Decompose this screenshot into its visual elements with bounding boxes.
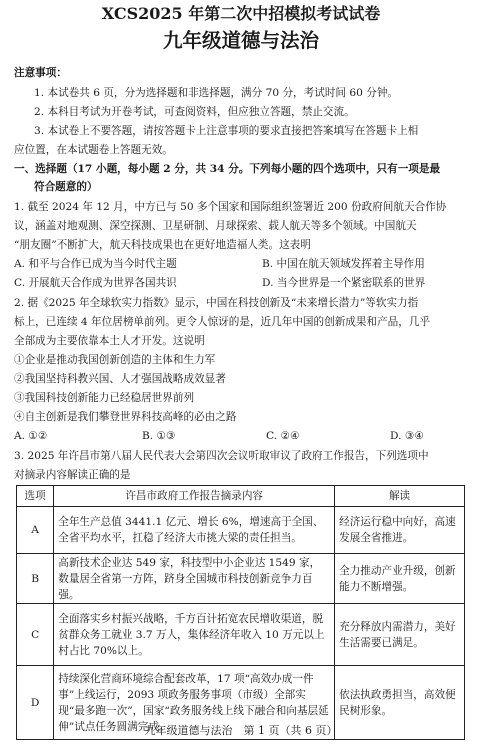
exam-title: XCS2025 年第二次中招模拟考试试卷 [101,4,381,23]
question-3-text: 对摘录内容解读正确的是 [14,469,131,481]
question-2-statement: ④自主创新是我们攀登世界科技高峰的必由之路 [14,411,237,423]
row-explain: 经济运行稳中向好，高速发展全省推进。 [335,507,465,554]
question-3-text: 3. 2025 年许昌市第八届人民代表大会第四次会议听取审议了政府工作报告，下列选项中 [14,450,429,462]
question-2-option-d: D. ③④ [390,430,424,442]
table-row [17,507,465,554]
question-1-text: 1. 截至 2024 年 12 月，中方已与 50 多个国家和国际组织签署近 200 份政府间航天合作协 [14,201,447,213]
section-heading: 一、选择题（17 小题，每小题 2 分，共 34 分。下列每小题的四个选项中，只有一项是最 [14,163,441,175]
row-letter: B [17,554,54,604]
table-header-content: 许昌市政府工作报告摘录内容 [54,486,335,507]
row-explain: 全力推动产业升级，创新能力不断增强。 [335,554,465,604]
row-content: 高新技术企业达 549 家，科技型中小企业达 1549 家，数量居全省第一方阵，跻身全国城市科技创新竞争力百强。 [54,554,335,604]
question-1-option-b: B. 中国在航天领域发挥着主导作用 [262,258,425,270]
table-header-option: 选项 [17,486,54,507]
question-1-text: 议，涵盖对地观测、深空探测、卫星研制、月球探索、载人航天等多个领域。中国航天 [14,220,417,232]
section-heading-cont: 符合题意的） [34,181,98,193]
row-letter: D [17,666,54,740]
question-3-table [16,485,465,740]
question-1-option-c: C. 开展航天合作成为世界各国共识 [14,277,177,289]
notice-item: 2. 本科目考试为开卷考试，可查阅资料，但应独立答题，禁止交流。 [34,106,355,118]
question-2-option-c: C. ②④ [266,430,300,442]
row-content: 全年生产总值 3441.1 亿元、增长 6%，增速高于全国、全省平均水平，扛稳了经济大市挑大梁的责任担当。 [54,507,335,554]
notice-item: 1. 本试卷共 6 页，分为选择题和非选择题，满分 70 分，考试时间 60 分钟。 [34,87,399,99]
question-2-option-b: B. ①③ [142,430,176,442]
table-row [17,604,465,666]
question-2-text: 2. 据《2025 年全球软实力指数》显示，中国在科技创新及“未来增长潜力”等软实力指 [14,297,419,309]
row-content: 全面落实乡村振兴战略，千方百计拓宽农民增收渠道，脱贫群众务工就业 3.7 万人，集体经济年收入 10 万元以上村占比 70%以上。 [54,604,335,666]
notice-heading: 注意事项： [14,67,67,79]
row-explain: 充分释放内需潜力，美好生活需要已满足。 [335,604,465,666]
notice-item: 3. 本试卷上不要答题，请按答题卡上注意事项的要求直接把答案填写在答题卡上相 [34,125,419,137]
question-2-text: 标上，已连续 4 年位居榜单前列。更令人惊讶的是，近几年中国的创新成果和产品，几乎 [14,316,431,328]
question-1-option-d: D. 当今世界是一个紧密联系的世界 [262,277,426,289]
row-letter: C [17,604,54,666]
question-2-statement: ②我国坚持科教兴国、人才强国战略成效显著 [14,373,226,385]
table-header-explain: 解读 [335,486,465,507]
question-2-text: 全部成为主要依靠本土人才开发。这说明 [14,335,205,347]
row-explain: 依法执政勇担当，高效便民树形象。 [335,666,465,740]
page-footer: 九年级道德与法治 第 1 页（共 6 页） [144,724,338,737]
question-2-statement: ③我国科技创新能力已经稳居世界前列 [14,392,195,404]
table-header-row [17,486,465,507]
row-content: 持续深化营商环境综合配套改革，17 项“高效办成一件事”上线运行，2093 项政务服务事项（市级）全部实现“最多跑一次”，国家“政务服务线上线下融合和向基层延伸”试点任务圆满完成。 [54,666,335,740]
question-2-statement: ①企业是推动我国创新创造的主体和生力军 [14,354,216,366]
row-letter: A [17,507,54,554]
notice-item: 应位置，在本试题卷上答题无效。 [14,144,173,156]
subject-title: 九年级道德与法治 [162,29,319,52]
table-row [17,554,465,604]
question-2-option-a: A. ①② [14,430,48,442]
question-1-option-a: A. 和平与合作已成为当今时代主题 [14,258,177,270]
question-1-text: “朋友圈”不断扩大，航天科技成果也在更好地造福人类。这表明 [14,239,311,251]
